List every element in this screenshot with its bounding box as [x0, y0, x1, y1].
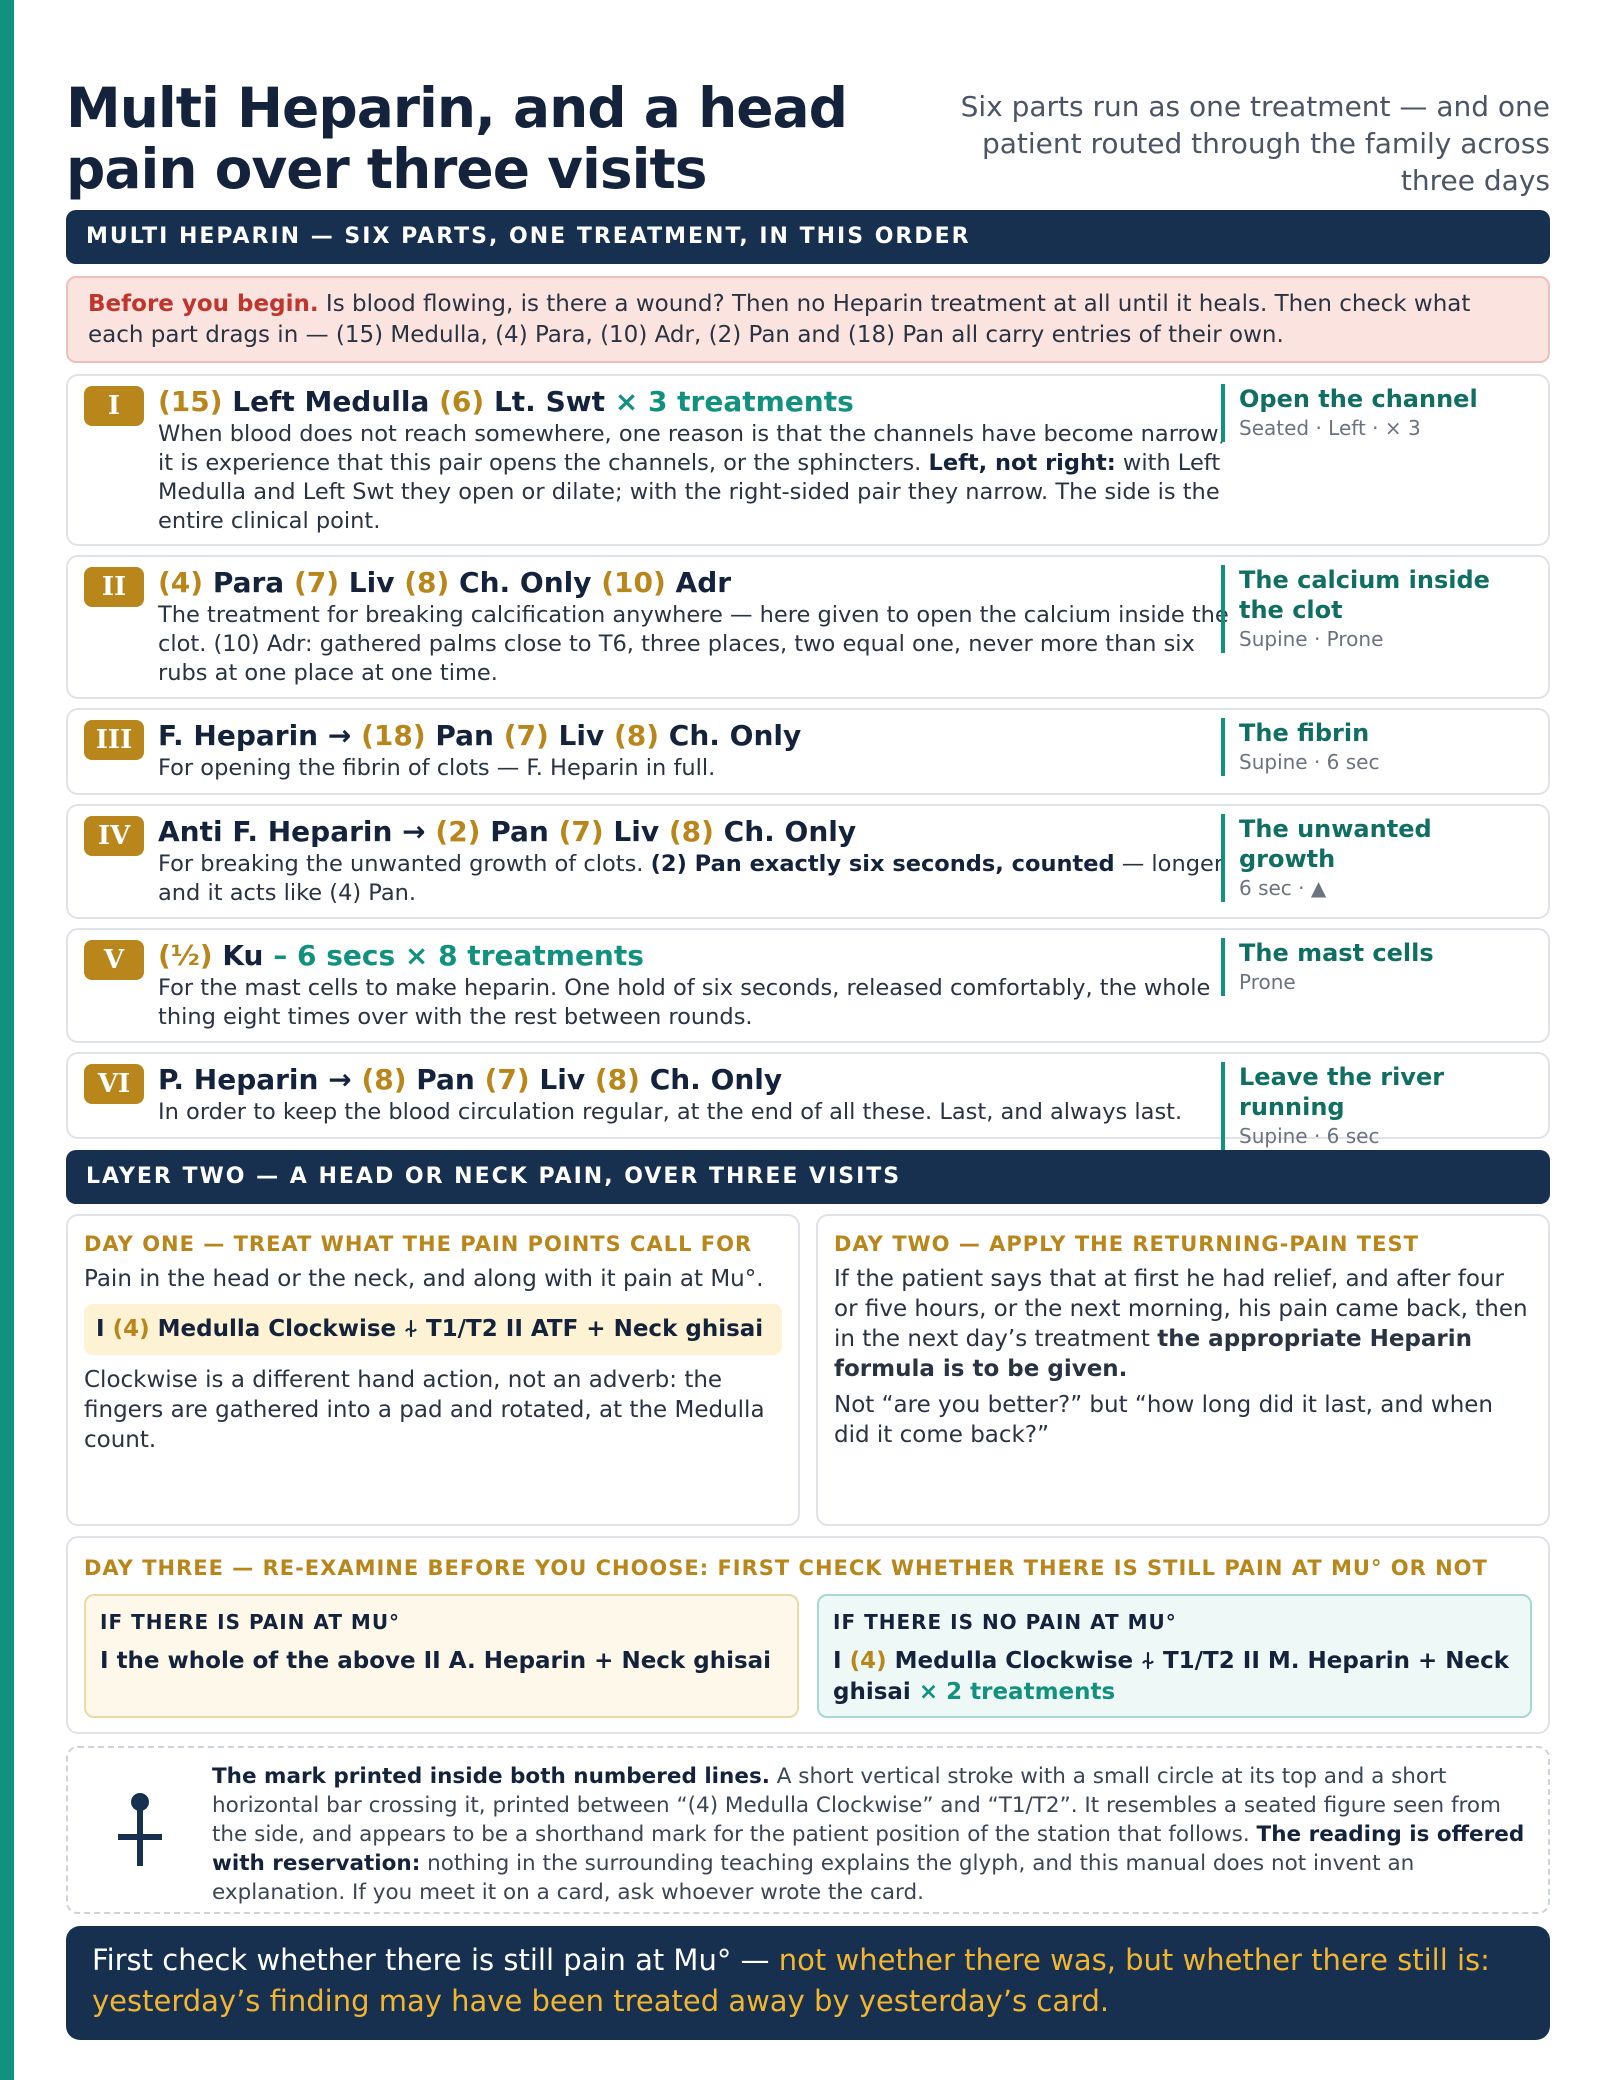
footer-text: First check whether there is still pain at Mu° —: [92, 1943, 779, 1977]
warning-text: Is blood flowing, is there a wound? Then no Heparin treatment at all until it heals. Then check what each part drags in — (15) Medulla, (4) Para, (10) Adr, (2) Pan and (18) Pan all carry entries of their own.: [88, 291, 1471, 348]
step-title: [158, 718, 801, 754]
step-title: [158, 814, 856, 850]
step-title-number: (8): [361, 1063, 407, 1096]
step-side-note: [1221, 814, 1531, 902]
step-title-text: Ku: [212, 939, 274, 972]
step-side-note: [1221, 718, 1531, 776]
step-title: [158, 938, 644, 974]
step-title-text: P. Heparin →: [158, 1063, 362, 1096]
day-two-text-main: If the patient says that at first he had relief, and after four or five hours, or the next morning, his pain came back, then in the next day’s treatment: [834, 1266, 1528, 1352]
day-three-heading: DAY THREE — RE-EXAMINE BEFORE YOU CHOOSE: FIRST CHECK WHETHER THERE IS STILL PAIN AT MU° OR NOT: [84, 1556, 1488, 1580]
step-title-text: Para: [203, 566, 294, 599]
step-side-note: [1221, 565, 1531, 653]
step-title-number: (8): [404, 566, 450, 599]
step-card: [66, 555, 1550, 699]
pain-branch-heading: IF THERE IS PAIN AT MU°: [100, 1610, 401, 1634]
side-subtitle: Supine · 6 sec: [1239, 750, 1380, 774]
side-subtitle: Seated · Left · × 3: [1239, 416, 1421, 440]
section-header-layer-two: LAYER TWO — A HEAD OR NECK PAIN, OVER THREE VISITS: [66, 1150, 1550, 1204]
header: [66, 78, 1550, 208]
day-two-card: [816, 1214, 1550, 1526]
side-title: Open the channel: [1239, 385, 1478, 413]
pain-branch-prescription: I the whole of the above II A. Heparin + Neck ghisai: [100, 1648, 772, 1674]
step-body-text: When blood does not reach somewhere, one reason is that the channels have become narrow; it is experience that this pair opens the channels, or the sphincters.: [158, 421, 1227, 476]
glyph-note: [66, 1746, 1550, 1914]
step-body: [158, 1098, 1248, 1127]
step-title-number: (7): [484, 1063, 530, 1096]
step-numeral-badge: V: [84, 940, 144, 980]
step-title-number: (6): [439, 385, 485, 418]
day-one-text: Pain in the head or the neck, and along with it pain at Mu°.: [84, 1266, 764, 1292]
day-two-question: Not “are you better?” but “how long did it last, and when did it come back?”: [834, 1392, 1493, 1448]
day-two-text: [834, 1264, 1532, 1384]
section-header-multi-heparin: MULTI HEPARIN — SIX PARTS, ONE TREATMENT, IN THIS ORDER: [66, 210, 1550, 264]
step-body-text: In order to keep the blood circulation regular, at the end of all these. Last, and always last.: [158, 1099, 1183, 1125]
step-title-number: (8): [668, 815, 714, 848]
step-title-number: (15): [158, 385, 223, 418]
pain-branch-card: [84, 1594, 799, 1718]
step-body-text: — longer and it acts like (4) Pan.: [158, 851, 1224, 906]
step-card: [66, 374, 1550, 546]
step-title-number: (8): [594, 1063, 640, 1096]
step-card: [66, 1052, 1550, 1148]
step-title-text: Liv: [603, 815, 669, 848]
step-body: [158, 850, 1248, 908]
step-title-text: Pan: [425, 719, 504, 752]
step-title-number: (7): [293, 566, 340, 599]
step-title-text: Ch. Only: [449, 566, 602, 599]
step-title-text: F. Heparin →: [158, 719, 362, 752]
step-title-text: Adr: [665, 566, 732, 599]
step-title-text: Left Medulla: [222, 385, 440, 418]
side-subtitle: Supine · Prone: [1239, 627, 1384, 651]
step-body-text: The treatment for breaking calcification anywhere — here given to open the calcium inside the clot. (10) Adr: gathered palms close to T6, three places, two equal one, never more than six rubs at one place at one time.: [158, 602, 1229, 686]
day-two-heading: DAY TWO — APPLY THE RETURNING-PAIN TEST: [834, 1232, 1419, 1256]
side-subtitle: Prone: [1239, 970, 1296, 994]
step-title-number: (2): [435, 815, 481, 848]
step-title-count: – 6 secs × 8 treatments: [273, 939, 644, 972]
step-numeral-badge: III: [84, 720, 144, 760]
side-subtitle: 6 sec · ▲: [1239, 876, 1327, 900]
step-numeral-badge: VI: [84, 1064, 144, 1104]
step-title-number: (½): [158, 939, 213, 972]
step-body: [158, 601, 1248, 688]
step-card: [66, 928, 1550, 1043]
step-numeral-badge: I: [84, 386, 144, 426]
step-title-text: Ch. Only: [639, 1063, 783, 1096]
step-title-number: (4): [158, 566, 204, 599]
rx-text: Medulla Clockwise ⍭ T1/T2 II M. Heparin + Neck ghisai: [833, 1648, 1510, 1705]
step-body-text: with Left Medulla and Left Swt they open or dilate; with the right-sided pair they narrow. The side is the entire clinical point.: [158, 450, 1221, 534]
step-title-number: (8): [613, 719, 660, 752]
step-title-text: Pan: [480, 815, 559, 848]
glyph-note-body-2: nothing in the surrounding teaching explains the glyph, and this manual does not invent an explanation. If you meet it on a card, ask whoever wrote the card.: [212, 1851, 1415, 1905]
no-pain-branch-prescription: [833, 1646, 1516, 1708]
glyph-note-text: [212, 1762, 1532, 1907]
day-three-card: [66, 1536, 1550, 1734]
step-numeral-badge: IV: [84, 816, 144, 856]
step-title-number: (18): [361, 719, 426, 752]
page-title: Multi Heparin, and a head pain over three visits: [66, 76, 848, 201]
step-body: [158, 420, 1248, 536]
step-card: [66, 708, 1550, 795]
side-title: Leave the river running: [1239, 1063, 1445, 1121]
step-side-note: [1221, 384, 1531, 442]
side-title: The calcium inside the clot: [1239, 566, 1490, 624]
rx-prefix: I: [96, 1316, 113, 1342]
no-pain-branch-heading: IF THERE IS NO PAIN AT MU°: [833, 1610, 1177, 1634]
step-title-text: Liv: [529, 1063, 595, 1096]
step-title: [158, 384, 854, 420]
glyph-note-body: A short vertical stroke with a small circle at its top and a short horizontal bar crossing it, printed between “(4) Medulla Clockwise” and “T1/T2”. It resembles a seated figure seen from the side, and appears to be a shorthand mark for the patient position of the station that follows.: [212, 1764, 1502, 1847]
step-side-note: [1221, 938, 1531, 996]
step-body-emphasis: Left, not right:: [928, 450, 1116, 476]
glyph-note-lead: The mark printed inside both numbered lines.: [212, 1764, 770, 1789]
footer-callout: [66, 1926, 1550, 2040]
side-subtitle: Supine · 6 sec: [1239, 1124, 1380, 1148]
step-side-note: [1221, 1062, 1531, 1150]
step-title-number: (7): [503, 719, 549, 752]
step-title-text: Liv: [548, 719, 614, 752]
step-title-number: (7): [558, 815, 604, 848]
step-body-text: For opening the fibrin of clots — F. Heparin in full.: [158, 755, 716, 781]
step-body: [158, 974, 1248, 1032]
step-title-text: Pan: [406, 1063, 485, 1096]
step-body: [158, 754, 1248, 783]
warning-lead: Before you begin.: [88, 291, 319, 317]
seated-figure-glyph-icon: [114, 1790, 166, 1868]
step-numeral-badge: II: [84, 567, 144, 607]
step-card: [66, 804, 1550, 919]
page-subtitle: Six parts run as one treatment — and one patient routed through the family across three days: [960, 90, 1550, 197]
day-one-note: Clockwise is a different hand action, not an adverb: the fingers are gathered into a pad and rotated, at the Medulla count.: [84, 1367, 765, 1453]
rx-count: × 2 treatments: [918, 1679, 1116, 1705]
side-title: The mast cells: [1239, 939, 1434, 967]
day-one-prescription: [84, 1304, 782, 1355]
warning-box: [66, 276, 1550, 363]
left-accent-bar: [0, 0, 14, 2080]
step-body-text: For breaking the unwanted growth of clots.: [158, 851, 651, 877]
side-title: The fibrin: [1239, 719, 1370, 747]
step-body-text: For the mast cells to make heparin. One hold of six seconds, released comfortably, the whole thing eight times over with the rest between rounds.: [158, 975, 1211, 1030]
rx-number: (4): [112, 1316, 150, 1342]
step-title: [158, 565, 731, 601]
day-one-card: [66, 1214, 800, 1526]
rx-text: Medulla Clockwise ⍭ T1/T2 II ATF + Neck ghisai: [149, 1316, 764, 1342]
no-pain-branch-card: [817, 1594, 1532, 1718]
day-two-text-bold: the appropriate Heparin formula is to be given.: [834, 1326, 1473, 1382]
step-title-number: (10): [601, 566, 666, 599]
step-body-emphasis: (2) Pan exactly six seconds, counted: [650, 851, 1115, 877]
step-title-text: Anti F. Heparin →: [158, 815, 436, 848]
step-title-text: Lt. Swt: [484, 385, 615, 418]
rx-number: (4): [849, 1648, 887, 1674]
step-title-text: Ch. Only: [659, 719, 802, 752]
step-title-text: Ch. Only: [713, 815, 857, 848]
step-title-text: Liv: [339, 566, 405, 599]
rx-prefix: I: [833, 1648, 850, 1674]
day-one-heading: DAY ONE — TREAT WHAT THE PAIN POINTS CALL FOR: [84, 1232, 753, 1256]
step-title: [158, 1062, 782, 1098]
glyph-note-reservation: The reading is offered with reservation:: [212, 1822, 1525, 1876]
footer-highlight: not whether there was, but whether there still is: yesterday’s finding may have been treated away by yesterday’s card.: [92, 1943, 1490, 2018]
step-title-count: × 3 treatments: [614, 385, 854, 418]
side-title: The unwanted growth: [1239, 815, 1432, 873]
